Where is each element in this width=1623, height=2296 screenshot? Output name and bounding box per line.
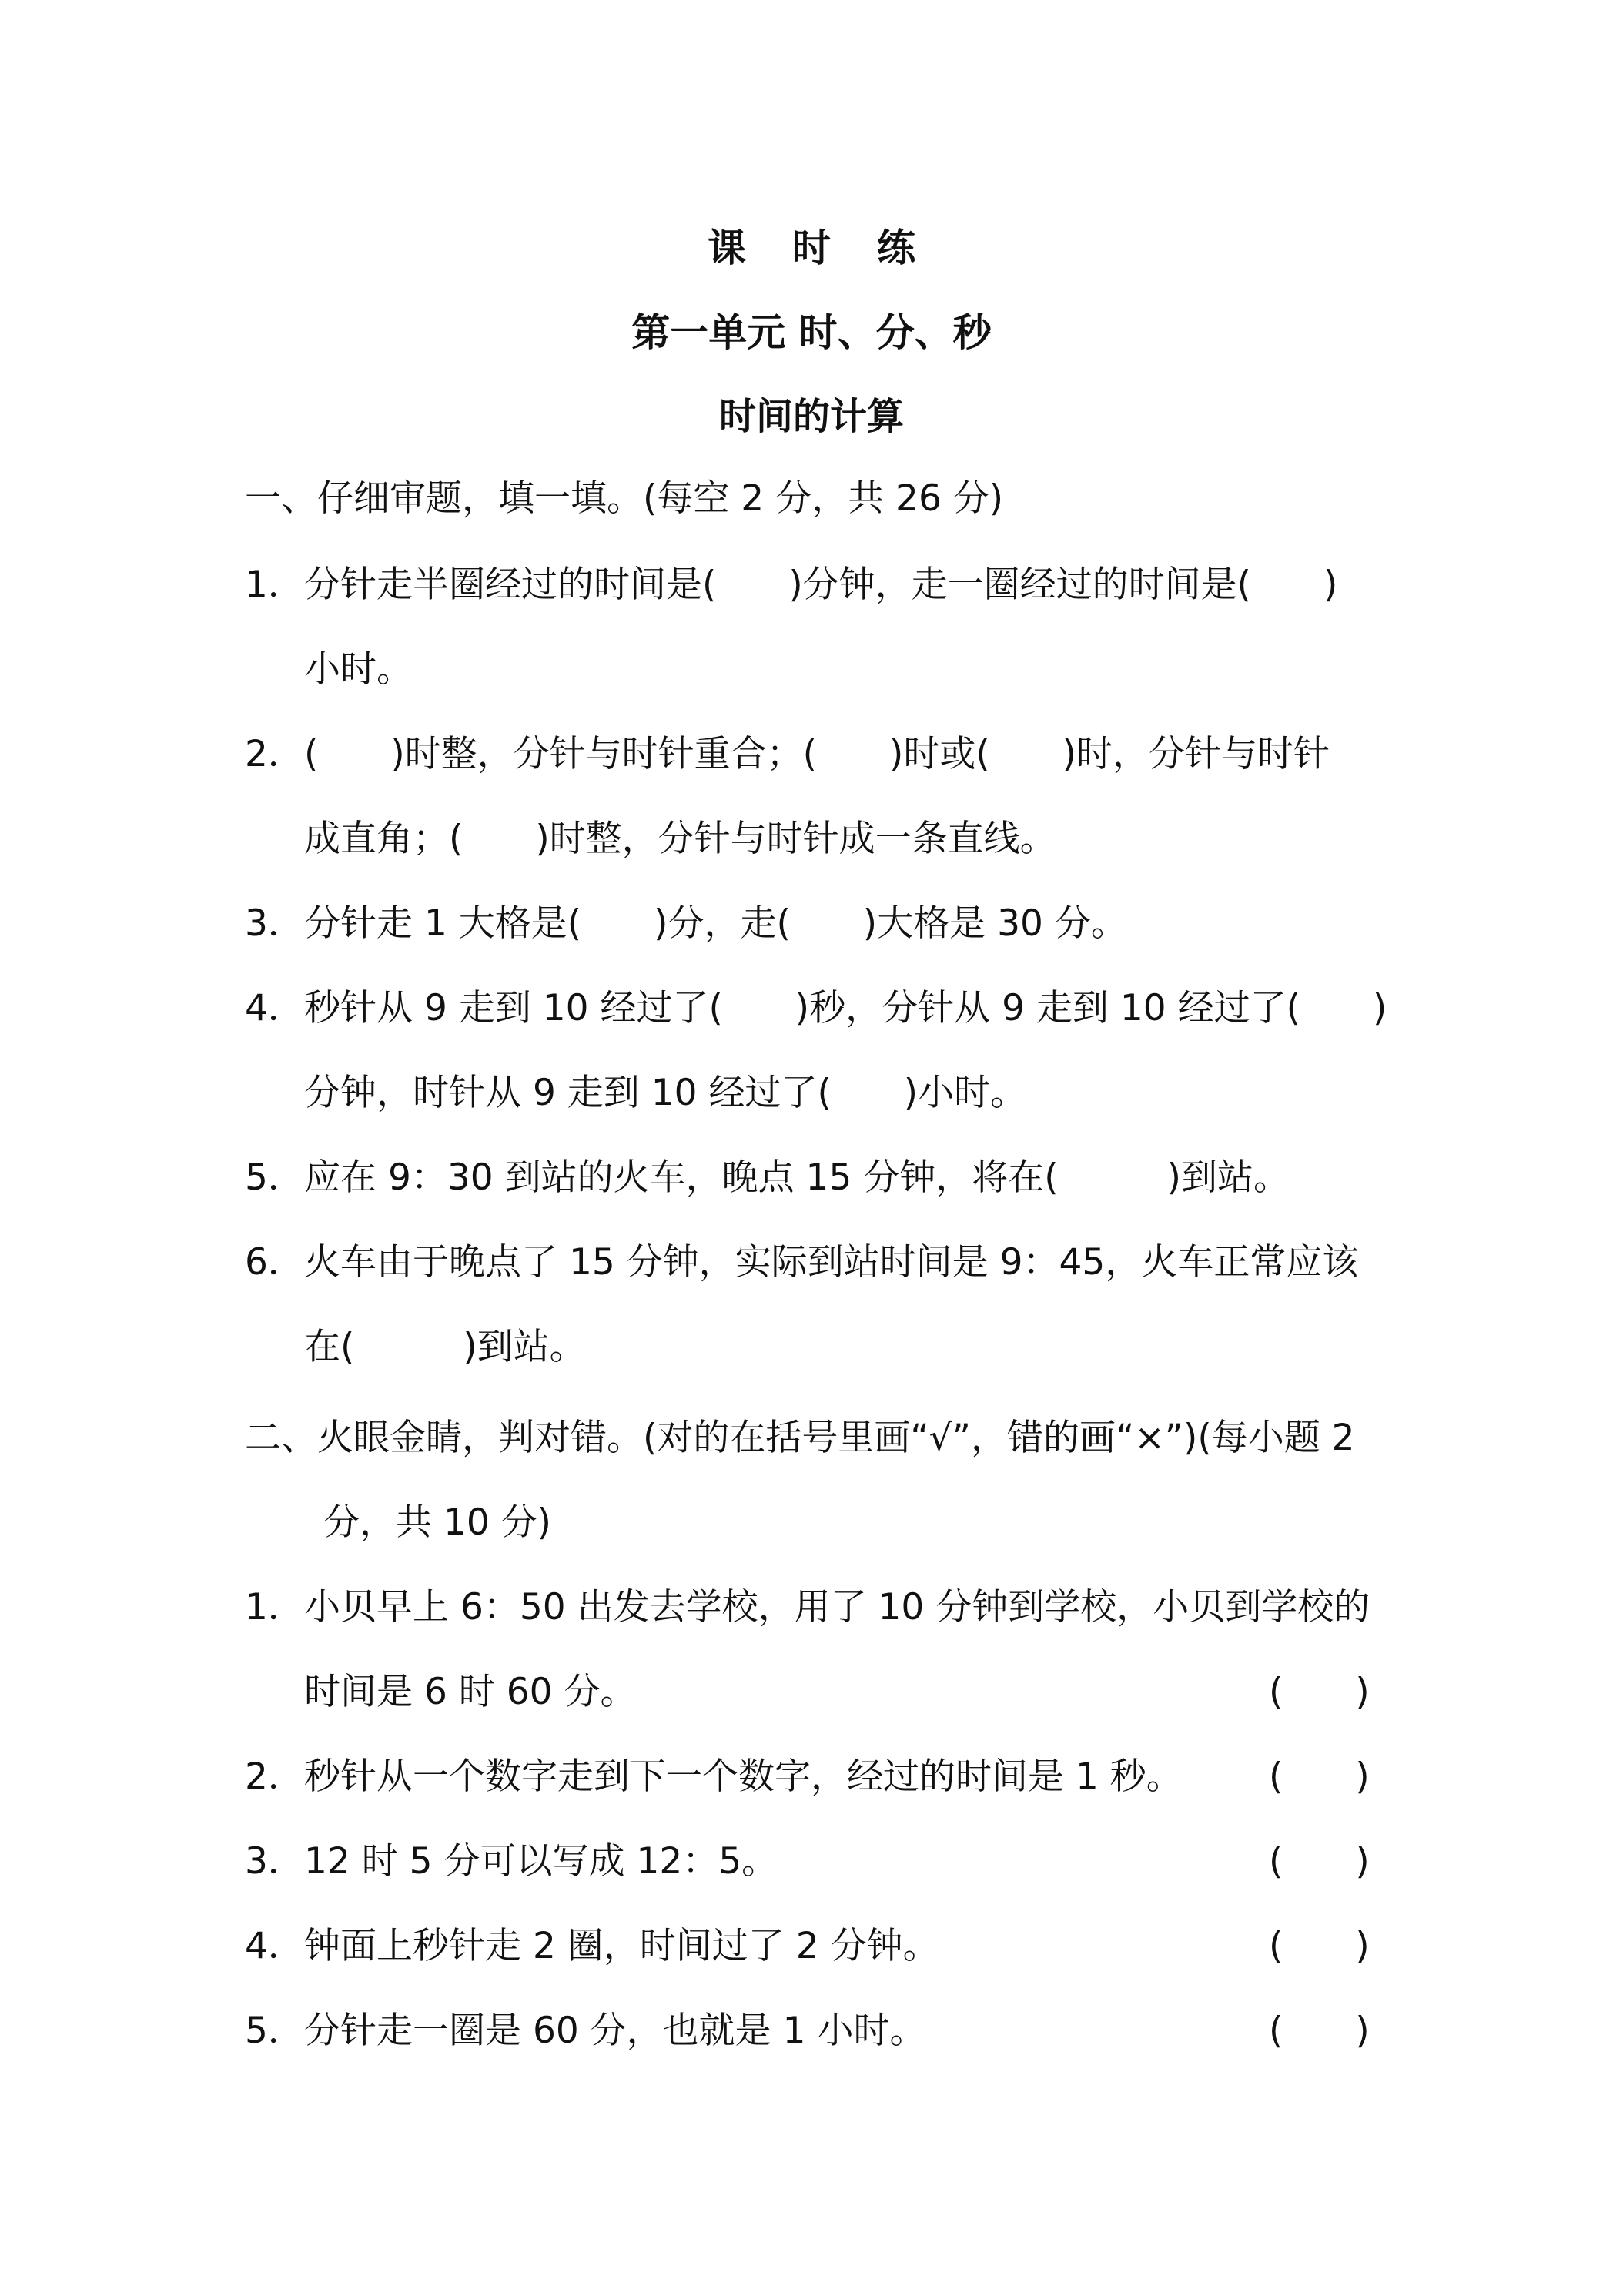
s2-q1-line2: 时间是 6 时 60 分。 [304, 1671, 637, 1713]
s1-q6-line1 [245, 1240, 1358, 1286]
s2-q2-line1 [245, 1754, 1183, 1800]
question-text: 分针走半圈经过的时间是( )分钟，走一圈经过的时间是( ) [304, 564, 1338, 606]
unit-title: 第一单元 时、分、秒 [631, 310, 992, 355]
section1-heading: 一、仔细审题，填一填。(每空 2 分，共 26 分) [245, 477, 1004, 520]
answer-paren[interactable]: ( ) [1269, 1671, 1370, 1713]
question-number: 6． [245, 1241, 304, 1284]
question-text: ( )时整，分针与时针重合；( )时或( )时，分针与时针 [304, 733, 1330, 775]
answer-paren[interactable]: ( ) [1269, 1755, 1370, 1798]
s1-q2-line1 [245, 731, 1330, 778]
s1-q5-line1 [245, 1155, 1290, 1201]
question-text: 秒针从一个数字走到下一个数字，经过的时间是 1 秒。 [304, 1755, 1183, 1798]
s2-q3-line1 [245, 1839, 778, 1885]
question-text: 火车由于晚点了 15 分钟，实际到站时间是 9：45，火车正常应该 [304, 1241, 1359, 1284]
question-number: 2． [245, 733, 304, 775]
s2-q5-line1 [245, 2008, 925, 2054]
section2-heading-line1: 二、火眼金睛，判对错。(对的在括号里画“√”，错的画“×”)(每小题 2 [245, 1417, 1355, 1459]
question-text: 分针走 1 大格是( )分，走( )大格是 30 分。 [304, 902, 1127, 945]
lesson-title: 时间的计算 [718, 395, 904, 438]
question-number: 5． [245, 2010, 304, 2052]
answer-paren[interactable]: ( ) [1269, 2010, 1370, 2052]
question-text: 秒针从 9 走到 10 经过了( )秒，分针从 9 走到 10 经过了( ) [304, 987, 1387, 1029]
question-text: 12 时 5 分可以写成 12：5。 [304, 1840, 778, 1883]
answer-paren[interactable]: ( ) [1269, 1925, 1370, 1967]
question-text: 小贝早上 6：50 出发去学校，用了 10 分钟到学校，小贝到学校的 [304, 1586, 1370, 1628]
question-number: 5． [245, 1156, 304, 1199]
s1-q1-line1 [245, 562, 1337, 608]
answer-paren[interactable]: ( ) [1269, 1840, 1370, 1883]
question-number: 1． [245, 1586, 304, 1628]
s1-q1-line2: 小时。 [304, 648, 413, 691]
s1-q4-line1 [245, 986, 1387, 1032]
question-number: 2． [245, 1755, 304, 1798]
question-number: 3． [245, 1840, 304, 1883]
s1-q6-line2: 在( )到站。 [304, 1326, 586, 1368]
question-number: 1． [245, 564, 304, 606]
s2-q1-line1 [245, 1585, 1370, 1631]
worksheet-title: 课时练 [708, 226, 962, 270]
s2-q4-line1 [245, 1923, 939, 1970]
s1-q2-line2: 成直角；( )时整，分针与时针成一条直线。 [304, 818, 1056, 860]
section2-heading-line2: 分，共 10 分) [323, 1501, 552, 1544]
question-number: 4． [245, 1925, 304, 1967]
s1-q3-line1 [245, 901, 1127, 947]
question-number: 4． [245, 987, 304, 1029]
s1-q4-line2: 分钟，时针从 9 走到 10 经过了( )小时。 [304, 1072, 1027, 1114]
question-number: 3． [245, 902, 304, 945]
question-text: 应在 9：30 到站的火车，晚点 15 分钟，将在( )到站。 [304, 1156, 1290, 1199]
question-text: 钟面上秒针走 2 圈，时间过了 2 分钟。 [304, 1925, 939, 1967]
question-text: 分针走一圈是 60 分，也就是 1 小时。 [304, 2010, 926, 2052]
